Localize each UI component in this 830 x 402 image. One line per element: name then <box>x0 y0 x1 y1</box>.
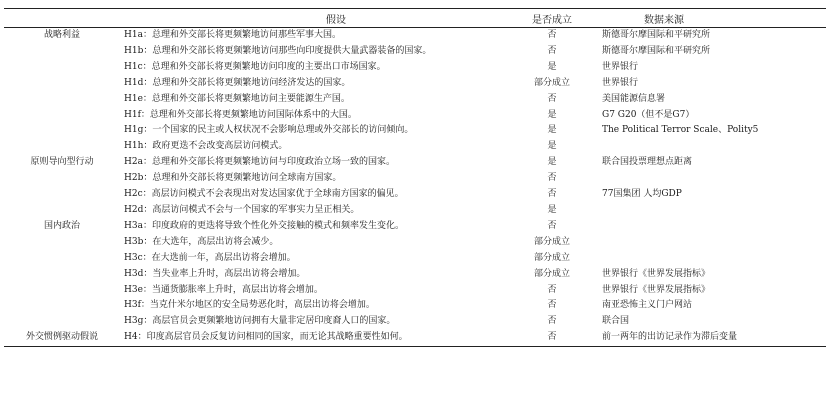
row-hypothesis: H1b：总理和外交部长将更频繁地访问那些向印度提供大量武器装备的国家。 <box>124 45 432 56</box>
row-category: 国内政治 <box>43 220 80 231</box>
row-source <box>592 171 826 187</box>
row-source: 前一两年的出访记录作为滞后变量 <box>592 330 826 346</box>
header-hypothesis: 假设 <box>120 9 512 28</box>
row-holds: 是 <box>547 141 557 152</box>
row-holds: 否 <box>547 220 557 231</box>
table-header <box>4 9 826 28</box>
row-category <box>4 139 120 155</box>
row-category: 原则导向型行动 <box>30 157 94 168</box>
row-holds: 否 <box>547 300 557 311</box>
table-row <box>4 139 826 155</box>
row-source: The Political Terror Scale、Polity5 <box>602 125 759 136</box>
row-hypothesis: H2c：高层访问模式不会表现出对发达国家优于全球南方国家的偏见。 <box>124 189 404 200</box>
row-hypothesis: H2d：高层访问模式不会与一个国家的军事实力呈正相关。 <box>124 204 360 215</box>
header-row <box>4 9 826 28</box>
row-hypothesis: H1e：总理和外交部长将更频繁地访问主要能源生产国。 <box>124 93 350 104</box>
table-row <box>4 155 826 171</box>
table-row <box>4 123 826 139</box>
row-holds: 部分成立 <box>533 77 570 88</box>
table-row <box>4 330 826 346</box>
hypothesis-table <box>4 8 826 347</box>
row-source: 世界银行 <box>602 77 639 88</box>
row-category <box>4 108 120 124</box>
row-source: G7 G20（但不是G7） <box>602 109 695 120</box>
row-category <box>4 44 120 60</box>
row-category <box>4 123 120 139</box>
row-source <box>592 251 826 267</box>
row-holds: 否 <box>547 30 557 40</box>
row-category <box>4 251 120 267</box>
row-holds: 否 <box>547 284 557 295</box>
table-row <box>4 298 826 314</box>
row-source: 南亚恐怖主义门户网站 <box>602 300 693 311</box>
row-source: 联合国投票理想点距离 <box>602 157 693 168</box>
row-source: 77国集团 人均GDP <box>602 189 682 200</box>
table-row <box>4 108 826 124</box>
row-holds: 否 <box>547 173 557 184</box>
row-hypothesis: H3d：当失业率上升时，高层出访将会增加。 <box>124 268 306 279</box>
row-holds: 部分成立 <box>533 268 570 279</box>
row-holds: 是 <box>547 125 557 136</box>
row-holds: 是 <box>547 204 557 215</box>
row-hypothesis: H3c：在大选前一年，高层出访将会增加。 <box>124 252 296 263</box>
row-source <box>592 203 826 219</box>
row-source: 世界银行 <box>602 61 639 72</box>
table-row <box>4 60 826 76</box>
row-holds: 否 <box>547 45 557 56</box>
row-hypothesis: H1d：总理和外交部长将更频繁地访问经济发达的国家。 <box>124 77 351 88</box>
row-category <box>4 283 120 299</box>
row-hypothesis: H3b：在大选年，高层出访将会减少。 <box>124 236 279 247</box>
row-source <box>592 235 826 251</box>
header-category <box>4 9 120 28</box>
row-category <box>4 314 120 330</box>
row-hypothesis: H1c：总理和外交部长将更频繁地访问印度的主要出口市场国家。 <box>124 61 386 72</box>
row-hypothesis: H3g：高层官员会更频繁地访问拥有大量非定居印度裔人口的国家。 <box>124 316 396 327</box>
header-holds: 是否成立 <box>512 9 592 28</box>
table-row <box>4 219 826 235</box>
row-source: 斯德哥尔摩国际和平研究所 <box>602 30 711 40</box>
row-holds: 否 <box>547 93 557 104</box>
table-row <box>4 283 826 299</box>
table-row <box>4 267 826 283</box>
row-category: 外交惯例驱动假说 <box>4 330 120 346</box>
table-row <box>4 28 826 44</box>
table-row <box>4 171 826 187</box>
row-hypothesis: H3f：当克什米尔地区的安全局势恶化时，高层出访将会增加。 <box>124 300 375 311</box>
table-row <box>4 187 826 203</box>
row-source: 斯德哥尔摩国际和平研究所 <box>602 45 711 56</box>
table-row <box>4 44 826 60</box>
table-row <box>4 203 826 219</box>
row-holds: 是 <box>547 109 557 120</box>
row-hypothesis: H1g：一个国家的民主或人权状况不会影响总理或外交部长的访问倾向。 <box>124 125 414 136</box>
row-category: 战略利益 <box>43 30 80 40</box>
row-source: 世界银行《世界发展指标》 <box>602 284 711 295</box>
row-hypothesis: H2b：总理和外交部长将更频繁地访问全球南方国家。 <box>124 173 342 184</box>
row-hypothesis: H3e：当通货膨胀率上升时，高层出访将会增加。 <box>124 284 323 295</box>
row-source <box>592 219 826 235</box>
row-category <box>4 171 120 187</box>
row-holds: 是 <box>547 157 557 168</box>
row-holds: 否 <box>547 316 557 327</box>
row-hypothesis: H1a：总理和外交部长将更频繁地访问那些军事大国。 <box>124 30 341 40</box>
table-row <box>4 235 826 251</box>
row-holds: 是 <box>547 61 557 72</box>
row-category <box>4 235 120 251</box>
row-source: 联合国 <box>602 316 630 327</box>
row-source: 世界银行《世界发展指标》 <box>602 268 711 279</box>
row-category <box>4 267 120 283</box>
row-category <box>4 298 120 314</box>
row-hypothesis: H3a：印度政府的更迭将导致个性化外交接触的模式和频率发生变化。 <box>124 220 404 231</box>
row-category <box>4 92 120 108</box>
row-hypothesis: H4：印度高层官员会反复访问相同的国家，而无论其战略重要性如何。 <box>120 330 512 346</box>
row-hypothesis: H1h：政府更迭不会改变高层访问模式。 <box>124 141 288 152</box>
table-row <box>4 314 826 330</box>
row-holds: 部分成立 <box>533 236 570 247</box>
row-holds: 部分成立 <box>533 252 570 263</box>
row-hypothesis: H1f：总理和外交部长将更频繁地访问国际体系中的大国。 <box>124 109 357 120</box>
row-source <box>592 139 826 155</box>
table-row <box>4 251 826 267</box>
row-holds: 否 <box>512 330 592 346</box>
table-row <box>4 92 826 108</box>
row-category <box>4 203 120 219</box>
table-body <box>4 28 826 347</box>
row-category <box>4 187 120 203</box>
row-category <box>4 76 120 92</box>
row-holds: 否 <box>547 189 557 200</box>
row-source: 美国能源信息署 <box>602 93 666 104</box>
row-category <box>4 60 120 76</box>
table-row <box>4 76 826 92</box>
header-source: 数据来源 <box>592 9 826 28</box>
row-hypothesis: H2a：总理和外交部长将更频繁地访问与印度政治立场一致的国家。 <box>124 157 395 168</box>
